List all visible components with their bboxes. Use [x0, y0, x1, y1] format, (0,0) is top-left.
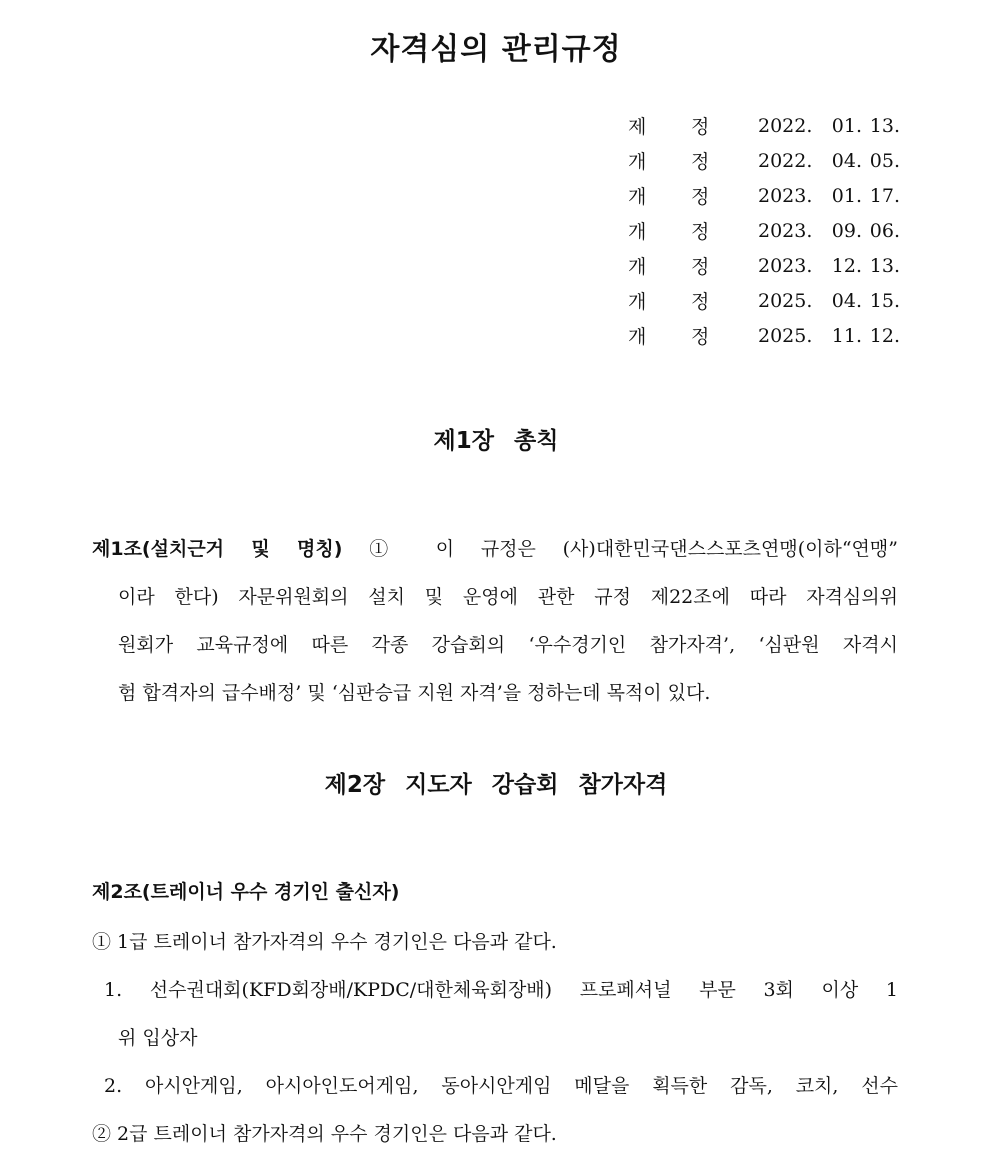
- revision-type-1: 개: [628, 326, 647, 348]
- document-title: 자격심의 관리규정: [370, 32, 622, 67]
- article-1-line-1: [92, 525, 898, 573]
- revision-year: 2022.: [758, 149, 813, 172]
- article-2-heading: 제2조(트레이너 우수 경기인 출신자): [92, 881, 400, 903]
- revision-row: [624, 108, 900, 143]
- revision-date: [758, 150, 900, 172]
- revision-row: [624, 318, 900, 353]
- revision-type-1: 개: [628, 256, 647, 278]
- revision-month: 09.: [831, 219, 862, 242]
- revision-month: 04.: [831, 289, 862, 312]
- article-2-item-1: 1. 선수권대회(KFD회장배/KPDC/대한체육회장배) 프로페셔널 부문 3회 이상 1: [104, 979, 898, 1001]
- revision-row: [624, 143, 900, 178]
- revision-date: [758, 290, 900, 312]
- revision-day: 06.: [869, 219, 900, 242]
- revision-year: 2023.: [758, 254, 813, 277]
- chapter-2-heading: 제2장 지도자 강습회 참가자격: [324, 772, 668, 798]
- revision-day: 05.: [869, 149, 900, 172]
- revision-history: [624, 108, 900, 353]
- revision-type-1: 제: [628, 116, 647, 138]
- revision-type-1: 개: [628, 151, 647, 173]
- revision-year: 2025.: [758, 324, 813, 347]
- revision-type-1: 개: [628, 291, 647, 313]
- revision-row: [624, 213, 900, 248]
- article-1-heading: 제1조(설치근거 및 명칭): [92, 538, 343, 560]
- revision-month: 01.: [831, 184, 862, 207]
- revision-year: 2025.: [758, 289, 813, 312]
- revision-type-2: 정: [691, 151, 710, 173]
- revision-day: 15.: [869, 289, 900, 312]
- revision-type-2: 정: [691, 116, 710, 138]
- article-2-paragraph-1: ① 1급 트레이너 참가자격의 우수 경기인은 다음과 같다.: [92, 931, 557, 953]
- revision-day: 13.: [869, 114, 900, 137]
- article-1-line-2: 이라 한다) 자문위원회의 설치 및 운영에 관한 규정 제22조에 따라 자격심의위: [118, 586, 898, 608]
- article-1-line-4: 험 합격자의 급수배정’ 및 ‘심판승급 지원 자격’을 정하는데 목적이 있다.: [118, 682, 711, 704]
- article-2-item-2: 2. 아시안게임, 아시아인도어게임, 동아시안게임 메달을 획득한 감독, 코치, 선수: [104, 1075, 898, 1097]
- revision-month: 12.: [831, 254, 862, 277]
- article-1-text-1: ① 이 규정은 (사)대한민국댄스스포츠연맹(이하“연맹”: [369, 538, 898, 560]
- article-1: [92, 525, 898, 717]
- revision-row: [624, 178, 900, 213]
- revision-type-1: 개: [628, 221, 647, 243]
- revision-type-2: 정: [691, 256, 710, 278]
- revision-year: 2023.: [758, 184, 813, 207]
- article-1-line-3: 원회가 교육규정에 따른 각종 강습회의 ‘우수경기인 참가자격’, ‘심판원 자격시: [118, 634, 898, 656]
- article-2: [92, 918, 898, 1158]
- revision-day: 17.: [869, 184, 900, 207]
- revision-type-2: 정: [691, 186, 710, 208]
- revision-date: [758, 325, 900, 347]
- revision-type-2: 정: [691, 291, 710, 313]
- revision-row: [624, 248, 900, 283]
- revision-date: [758, 255, 900, 277]
- revision-day: 12.: [869, 324, 900, 347]
- revision-row: [624, 283, 900, 318]
- revision-date: [758, 220, 900, 242]
- revision-month: 11.: [831, 324, 862, 347]
- revision-year: 2023.: [758, 219, 813, 242]
- revision-day: 13.: [869, 254, 900, 277]
- revision-date: [758, 185, 900, 207]
- revision-type-1: 개: [628, 186, 647, 208]
- revision-type-2: 정: [691, 326, 710, 348]
- article-2-paragraph-2: ② 2급 트레이너 참가자격의 우수 경기인은 다음과 같다.: [92, 1123, 557, 1145]
- revision-type-2: 정: [691, 221, 710, 243]
- revision-month: 04.: [831, 149, 862, 172]
- chapter-1-heading: 제1장 총칙: [433, 428, 559, 454]
- revision-month: 01.: [831, 114, 862, 137]
- article-2-item-1-cont: 위 입상자: [118, 1027, 198, 1049]
- revision-year: 2022.: [758, 114, 813, 137]
- revision-date: [758, 115, 900, 137]
